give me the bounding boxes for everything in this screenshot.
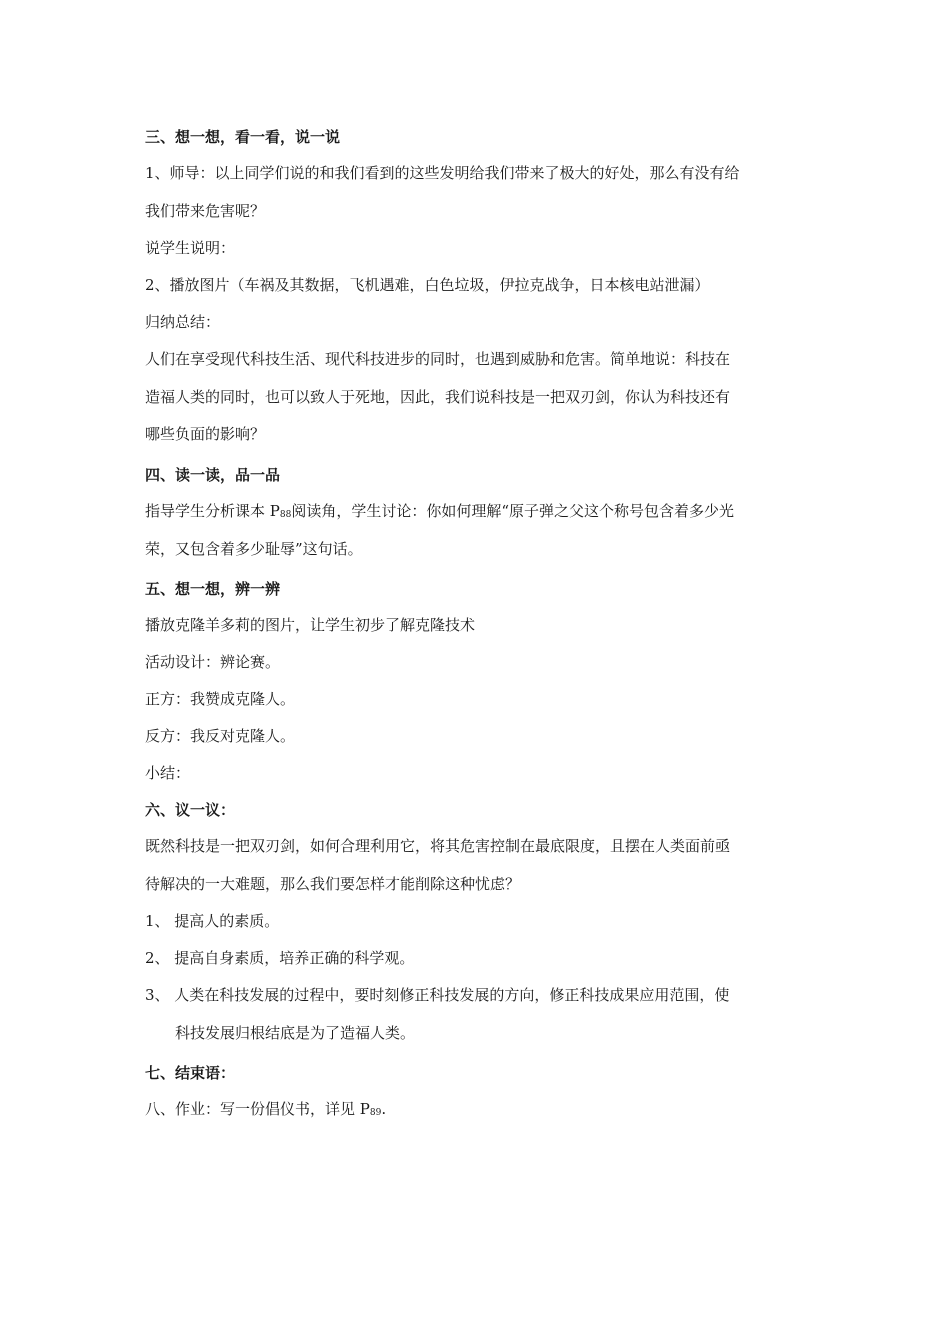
section-3-paragraph-5-line-2: 造福人类的同时，也可以致人于死地，因此，我们说科技是一把双刃剑，你认为科技还有	[145, 388, 731, 406]
section-3-paragraph-3: 2、播放图片（车祸及其数据，飞机遇难，白色垃圾，伊拉克战争，日本核电站泄漏）	[145, 276, 710, 294]
section-8-text-before-page: 八、作业：写一份倡仪书，详见 P	[145, 1100, 370, 1118]
section-6-list-item-3-line-1: 3、 人类在科技发展的过程中，要时刻修正科技发展的方向，修正科技成果应用范围，使	[145, 986, 730, 1004]
section-3-paragraph-5-line-3: 哪些负面的影响？	[145, 425, 266, 443]
section-6-list-item-1: 1、 提高人的素质。	[145, 912, 280, 930]
section-4-text-before-page: 指导学生分析课本 P	[145, 502, 280, 520]
section-4-paragraph-1-line-2: 荣，又包含着多少耻辱”这句话。	[145, 540, 363, 558]
section-6-list-item-2: 2、 提高自身素质，培养正确的科学观。	[145, 949, 415, 967]
section-5-paragraph-1: 播放克隆羊多莉的图片，让学生初步了解克隆技术	[145, 616, 476, 634]
section-4-paragraph-1-line-1	[145, 502, 734, 525]
section-6-paragraph-1-line-2: 待解决的一大难题，那么我们要怎样才能削除这种忧虑？	[145, 875, 521, 893]
section-3-paragraph-1-line-2: 我们带来危害呢？	[145, 202, 266, 220]
section-8-text-after-page: .	[381, 1100, 387, 1118]
section-6-list-item-3-line-2: 科技发展归根结底是为了造福人类。	[175, 1024, 416, 1042]
section-5-heading: 五、想一想，辨一辨	[145, 580, 281, 598]
section-3-paragraph-2: 说学生说明：	[145, 239, 236, 257]
page-number-subscript: 88	[279, 510, 292, 520]
section-3-paragraph-1-line-1: 1、师导：以上同学们说的和我们看到的这些发明给我们带来了极大的好处，那么有没有给	[145, 164, 740, 182]
section-6-heading: 六、议一议：	[145, 801, 236, 819]
page-number-subscript: 89	[369, 1108, 382, 1118]
section-5-paragraph-4: 反方：我反对克隆人。	[145, 727, 296, 745]
section-5-paragraph-5: 小结：	[145, 764, 191, 782]
section-7-heading: 七、结束语：	[145, 1064, 236, 1082]
section-3-paragraph-5-line-1: 人们在享受现代科技生活、现代科技进步的同时，也遇到威胁和危害。简单地说：科技在	[145, 350, 731, 368]
section-5-paragraph-3: 正方：我赞成克隆人。	[145, 690, 296, 708]
section-5-paragraph-2: 活动设计：辨论赛。	[145, 653, 281, 671]
section-6-paragraph-1-line-1: 既然科技是一把双刃剑，如何合理利用它，将其危害控制在最底限度，且摆在人类面前亟	[145, 837, 731, 855]
section-3-heading: 三、想一想，看一看，说一说	[145, 128, 341, 146]
section-4-text-after-page: 阅读角，学生讨论：你如何理解“原子弹之父这个称号包含着多少光	[291, 502, 734, 520]
section-8-homework	[145, 1100, 386, 1123]
section-4-heading: 四、读一读，品一品	[145, 466, 281, 484]
section-3-paragraph-4: 归纳总结：	[145, 313, 221, 331]
